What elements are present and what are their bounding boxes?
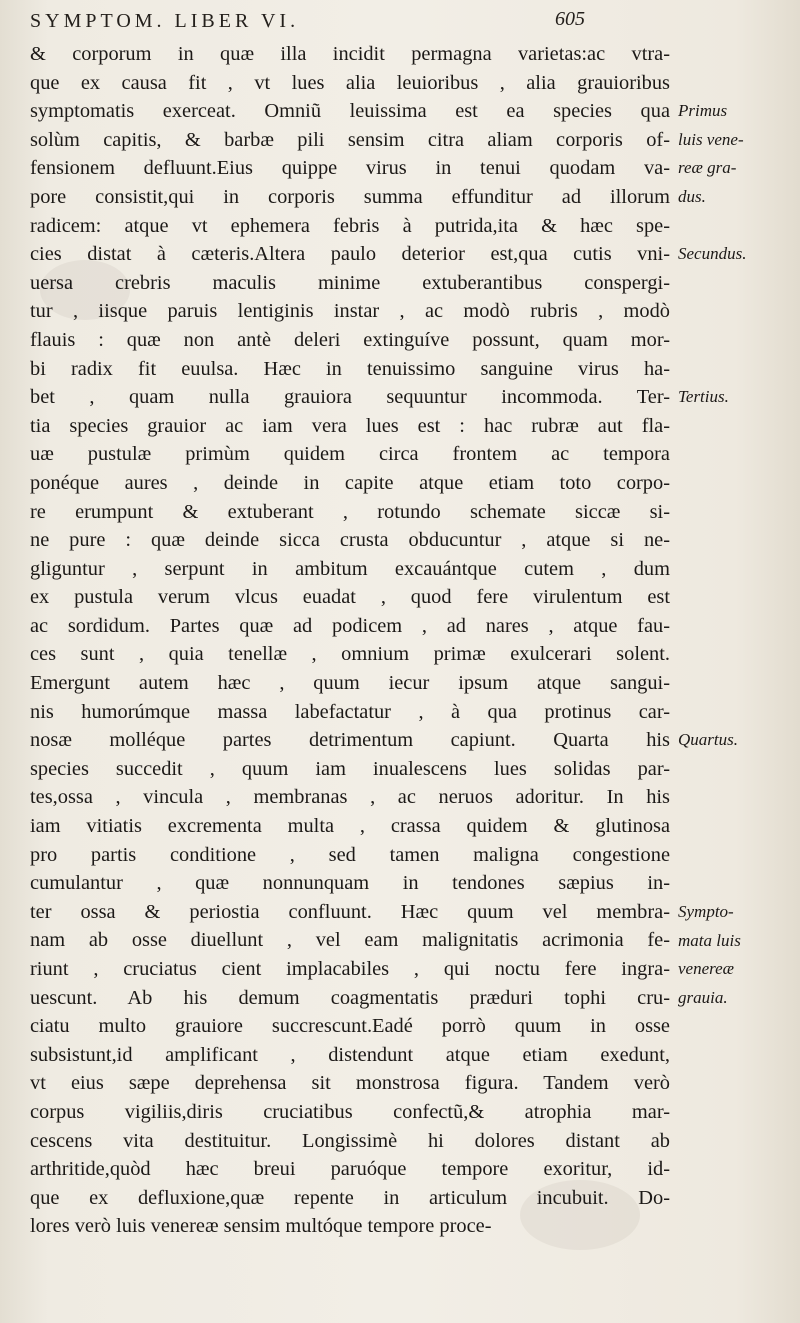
text-line: gliguntur , serpunt in ambitum excauántque cutem , dum <box>30 557 670 580</box>
text-line: arthritide,quòd hæc breui paruóque tempore exoritur, id- <box>30 1158 670 1181</box>
text-line: que ex causa fit , vt lues alia leuioribus , alia grauioribus <box>30 71 670 94</box>
margin-note-line: reæ gra- <box>678 158 737 178</box>
margin-note-line: Quartus. <box>678 730 738 749</box>
text-line: fensionem defluunt.Eius quippe virus in tenui quodam va- <box>30 157 670 180</box>
margin-note-symptomata <box>678 898 741 1012</box>
text-line: radicem: atque vt ephemera febris à putrida,ita & hæc spe- <box>30 214 670 237</box>
text-line: ponéque aures , deinde in capite atque etiam toto corpo- <box>30 471 670 494</box>
text-line: Emergunt autem hæc , quum iecur ipsum atque sangui- <box>30 672 670 695</box>
text-line: cies distat à cæteris.Altera paulo deterior est,qua cutis vni- <box>30 243 670 266</box>
text-line: nam ab osse diuellunt , vel eam malignitatis acrimonia fe- <box>30 929 670 952</box>
text-line: species succedit , quum iam inualescens lues solidas par- <box>30 757 670 780</box>
text-line: tes,ossa , vincula , membranas , ac neruos adoritur. In his <box>30 786 670 809</box>
margin-note-line: grauia. <box>678 987 728 1007</box>
margin-note-secundus <box>678 240 746 269</box>
text-line: symptomatis exerceat. Omniũ leuissima est ea species qua <box>30 100 670 123</box>
text-line: pore consistit,qui in corporis summa effunditur ad illorum <box>30 185 670 208</box>
text-line: nosæ molléque partes detrimentum capiunt. Quarta his <box>30 729 670 752</box>
running-head-title: SYMPTOM. LIBER VI. <box>30 10 300 32</box>
text-line: cumulantur , quæ nonnunquam in tendones sæpius in- <box>30 872 670 895</box>
page-number: 605 <box>555 8 585 30</box>
text-line: uescunt. Ab his demum coagmentatis præduri tophi cru- <box>30 986 670 1009</box>
margin-note-line: Sympto- <box>678 902 734 921</box>
text-line: pro partis conditione , sed tamen maligna congestione <box>30 843 670 866</box>
text-line: ces sunt , quia tenellæ , omnium primæ exulcerari solent. <box>30 643 670 666</box>
text-line: que ex defluxione,quæ repente in articulum incubuit. Do- <box>30 1186 670 1209</box>
text-line: ne pure : quæ deinde sicca crusta obducuntur , atque si ne- <box>30 529 670 552</box>
margin-note-line: Primus <box>678 101 728 120</box>
text-line: riunt , cruciatus cient implacabiles , qui noctu fere ingra- <box>30 958 670 980</box>
margin-note-line: dus. <box>678 186 706 206</box>
margin-note-line: luis vene- <box>678 129 744 149</box>
text-line: re erumpunt & extuberant , rotundo schemate siccæ si- <box>30 500 670 523</box>
text-line: solùm capitis, & barbæ pili sensim citra aliam corporis of- <box>30 128 670 151</box>
margin-note-primus <box>678 97 744 211</box>
text-line: lores verò luis venereæ sensim multóque tempore proce- <box>30 1215 492 1238</box>
text-line: vt eius sæpe deprehensa sit monstrosa figura. Tandem verò <box>30 1072 670 1095</box>
margin-note-line: Secundus. <box>678 244 747 263</box>
text-line: flauis : quæ non antè deleri extinguíve possunt, quam mor- <box>30 328 670 351</box>
text-line: corpus vigiliis,diris cruciatibus confectũ,& atrophia mar- <box>30 1100 670 1123</box>
text-line: & corporum in quæ illa incidit permagna varietas:ac vtra- <box>30 43 670 65</box>
text-line: tur , iisque paruis lentiginis instar , ac modò rubris , modò <box>30 300 670 323</box>
text-line: bet , quam nulla grauiora sequuntur incommoda. Ter- <box>30 386 670 409</box>
text-line: ex pustula verum vlcus euadat , quod fere virulentum est <box>30 586 670 609</box>
text-line: cescens vita destituitur. Longissimè hi dolores distant ab <box>30 1129 670 1152</box>
running-head <box>0 6 800 40</box>
text-line: ac sordidum. Partes quæ ad podicem , ad nares , atque fau- <box>30 614 670 637</box>
margin-note-line: mata luis <box>678 930 741 950</box>
text-line: tia species grauior ac iam vera lues est : hac rubræ aut fla- <box>30 414 670 437</box>
text-line: subsistunt,id amplificant , distendunt atque etiam exedunt, <box>30 1043 670 1066</box>
margin-note-line: Tertius. <box>678 387 729 406</box>
margin-note-line: venereæ <box>678 959 735 979</box>
margin-note-tertius <box>678 383 729 412</box>
text-line: ter ossa & periostia confluunt. Hæc quum vel membra- <box>30 900 670 923</box>
text-line: nis humorúmque massa labefactatur , à qua protinus car- <box>30 700 670 723</box>
text-line: ciatu multo grauiore succrescunt.Eadé porrò quum in osse <box>30 1015 670 1038</box>
text-line: uæ pustulæ primùm quidem circa frontem ac tempora <box>30 443 670 466</box>
margin-note-quartus <box>678 726 738 755</box>
text-line: bi radix fit euulsa. Hæc in tenuissimo sanguine virus ha- <box>30 357 670 380</box>
text-line: iam vitiatis excrementa multa , crassa quidem & glutinosa <box>30 815 670 838</box>
body-text <box>30 40 670 1241</box>
text-line: uersa crebris maculis minime extuberantibus conspergi- <box>30 271 670 294</box>
